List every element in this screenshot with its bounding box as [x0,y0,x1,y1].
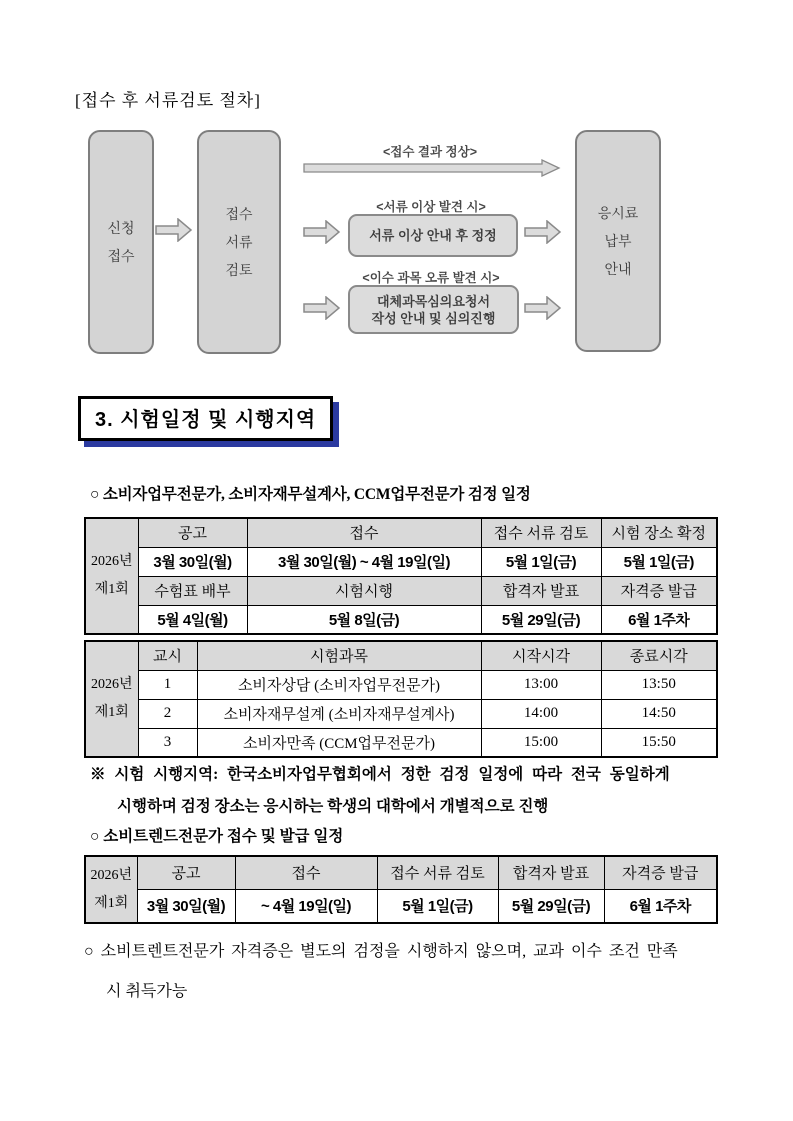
flow-box-review [197,130,281,354]
year-round-cell [85,856,137,923]
long-arrow-right-icon [303,159,561,177]
date-cell: 3월 30일(월) ~ 4월 19일(일) [247,547,481,576]
year-label: 2026년 [90,554,133,569]
year-label: 2026년 [90,867,133,883]
flow-box-doc-issue [348,214,518,257]
date-cell: 3월 30일(월) [137,889,235,923]
column-header: 자격증 발급 [604,856,717,889]
column-header: 수험표 배부 [138,576,247,605]
bottom-note-line1: ○ 소비트렌트전문가 자격증은 별도의 검정을 시행하지 않으며, 교과 이수 조건 만족 [84,943,678,960]
column-header: 접수 [235,856,377,889]
date-cell: 5월 1일(금) [481,547,601,576]
column-header: 공고 [138,518,247,547]
column-header: 합격자 발표 [481,576,601,605]
period-cell: 1 [138,670,197,699]
table-row [85,605,717,634]
start-time-cell: 14:00 [481,699,601,728]
arrow-right-icon [524,296,562,320]
arrow-right-icon [303,220,341,244]
arrow-right-icon [524,220,562,244]
column-header: 접수 [247,518,481,547]
table-row [85,641,717,670]
column-header: 접수 서류 검토 [377,856,498,889]
region-note-line2: 시행하며 검정 장소는 응시하는 학생의 대학에서 개별적으로 진행 [117,798,549,815]
year-label: 2026년 [90,677,133,692]
round-label: 제1회 [94,705,129,720]
arrow-right-icon [155,218,193,242]
column-header: 시험 장소 확정 [601,518,717,547]
table-row [85,670,717,699]
table-row [85,856,717,889]
subtitle-trend-schedule: ○ 소비트렌드전문가 접수 및 발급 일정 [90,828,344,845]
start-time-cell: 15:00 [481,728,601,757]
end-time-cell: 14:50 [601,699,717,728]
flow-box-fee-line: 안내 [604,261,632,277]
date-cell: 6월 1주차 [604,889,717,923]
table-row [85,547,717,576]
date-cell: 5월 1일(금) [601,547,717,576]
column-header: 교시 [138,641,197,670]
subject-cell: 소비자만족 (CCM업무전문가) [197,728,481,757]
flowchart-title: [접수 후 서류검토 절차] [75,91,261,110]
date-cell: 5월 29일(금) [498,889,604,923]
column-header: 시작시각 [481,641,601,670]
table-row [85,699,717,728]
column-header: 합격자 발표 [498,856,604,889]
date-cell: 5월 1일(금) [377,889,498,923]
column-header: 공고 [137,856,235,889]
flow-label-normal: <접수 결과 정상> [383,145,477,159]
flow-box-course-error-line: 대체과목심의요청서 [376,293,491,309]
table-row [85,518,717,547]
column-header: 접수 서류 검토 [481,518,601,547]
date-cell: 5월 29일(금) [481,605,601,634]
round-label: 제1회 [94,582,129,597]
date-cell: 3월 30일(월) [138,547,247,576]
subject-cell: 소비자상담 (소비자업무전문가) [197,670,481,699]
subtitle-certification-schedule: ○ 소비자업무전문가, 소비자재무설계사, CCM업무전문가 검정 일정 [90,486,531,503]
flow-box-application-line: 신청 [107,220,135,236]
start-time-cell: 13:00 [481,670,601,699]
column-header: 자격증 발급 [601,576,717,605]
year-round-cell [85,641,138,757]
period-cell: 2 [138,699,197,728]
column-header: 시험과목 [197,641,481,670]
flow-box-application-line: 접수 [107,248,135,264]
year-round-cell [85,518,138,634]
trend-schedule-table [84,855,718,924]
bottom-note-line2: 시 취득가능 [106,983,188,1000]
period-cell: 3 [138,728,197,757]
flow-box-fee-line: 응시료 [597,205,639,221]
flow-label-doc-issue: <서류 이상 발견 시> [376,200,486,214]
section-heading: 3. 시험일정 및 시행지역 [78,396,333,441]
flow-box-fee [575,130,661,352]
date-cell: 5월 4일(월) [138,605,247,634]
region-note-line1: ※ 시험 시행지역: 한국소비자업무협회에서 정한 검정 일정에 따라 전국 동일하게 [90,766,670,783]
table-row [85,889,717,923]
round-label: 제1회 [94,895,129,911]
flow-box-review-line: 검토 [225,262,253,278]
end-time-cell: 15:50 [601,728,717,757]
certification-schedule-table [84,517,718,635]
arrow-right-icon [303,296,341,320]
flow-label-course-error: <이수 과목 오류 발견 시> [362,271,500,285]
table-row [85,728,717,757]
date-cell: ~ 4월 19일(일) [235,889,377,923]
date-cell: 6월 1주차 [601,605,717,634]
table-row [85,576,717,605]
exam-subject-table [84,640,718,758]
column-header: 종료시각 [601,641,717,670]
end-time-cell: 13:50 [601,670,717,699]
flow-box-doc-issue-text: 서류 이상 안내 후 정정 [369,228,497,243]
flow-box-course-error [348,285,519,334]
column-header: 시험시행 [247,576,481,605]
flow-box-review-line: 서류 [225,234,253,250]
flow-box-course-error-line: 작성 안내 및 심의진행 [371,310,496,326]
flow-box-application [88,130,154,354]
flow-box-fee-line: 납부 [604,233,632,249]
date-cell: 5월 8일(금) [247,605,481,634]
subject-cell: 소비자재무설계 (소비자재무설계사) [197,699,481,728]
flow-box-review-line: 접수 [225,206,253,222]
